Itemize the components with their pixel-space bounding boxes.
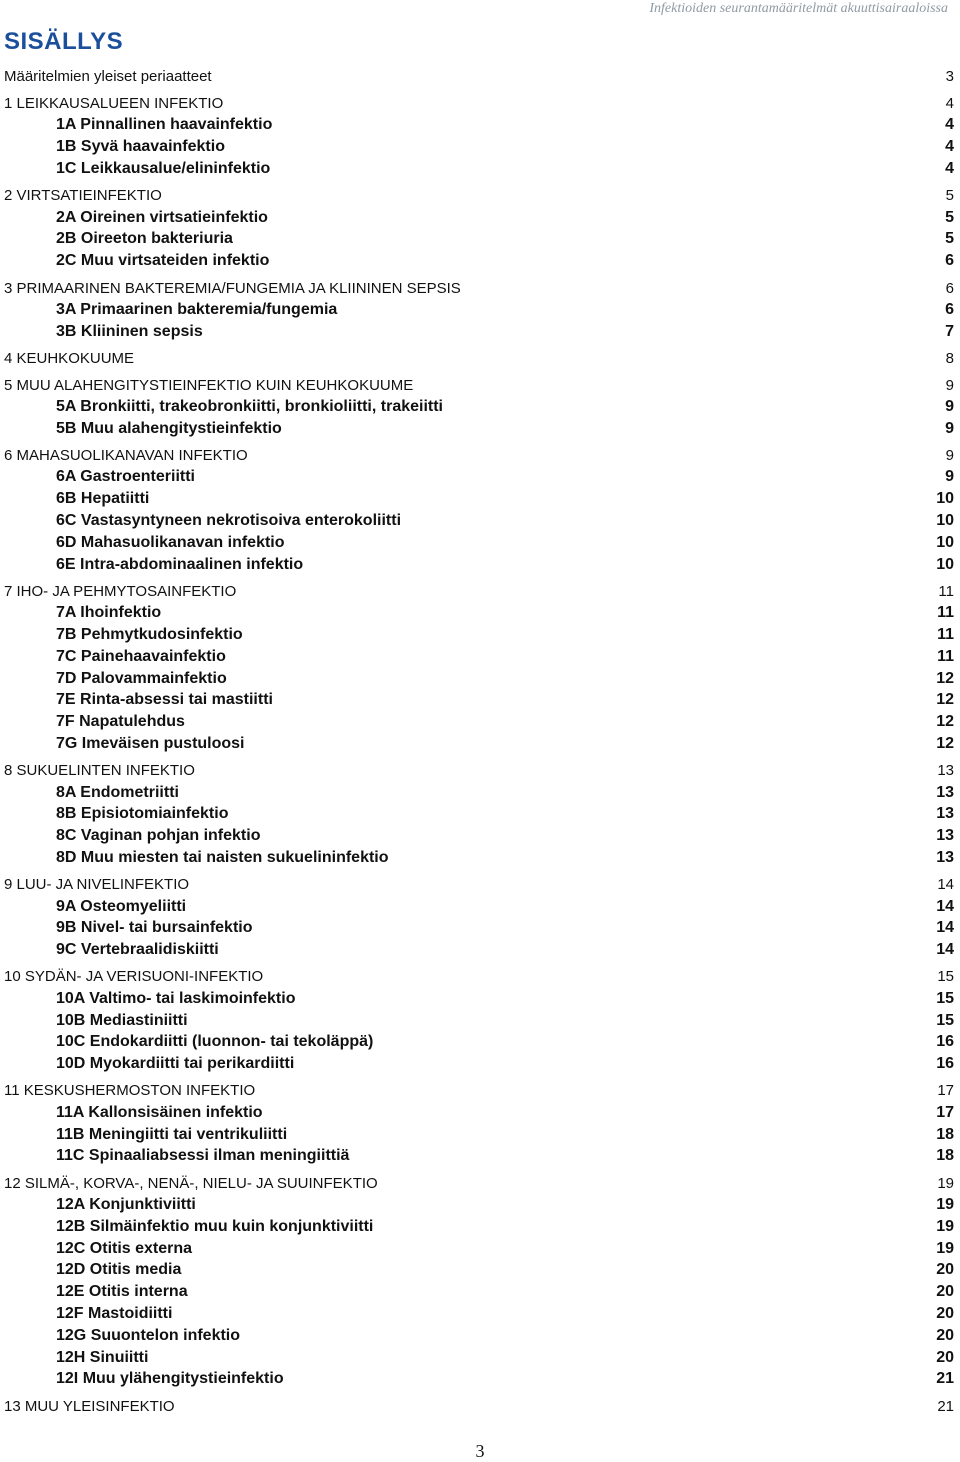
toc-entry-label: 3B Kliininen sepsis	[56, 322, 203, 340]
toc-section-entry[interactable]	[0, 711, 960, 733]
toc-entry-page: 20	[936, 1348, 954, 1366]
toc-section-entry[interactable]	[0, 1124, 960, 1146]
toc-entry-label: 9A Osteomyeliitti	[56, 897, 187, 915]
page-number: 3	[475, 1441, 485, 1461]
toc-entry-page: 5	[945, 187, 954, 205]
toc-entry-page: 10	[936, 555, 954, 573]
toc-entry-label: 6B Hepatiitti	[56, 490, 150, 508]
toc-section-entry[interactable]	[0, 299, 960, 321]
toc-chapter-entry[interactable]	[0, 1172, 960, 1194]
toc-section-entry[interactable]	[0, 988, 960, 1010]
toc-entry-page: 10	[936, 512, 954, 530]
toc-entry-label: 12H Sinuiitti	[56, 1348, 149, 1366]
toc-section-entry[interactable]	[0, 158, 960, 180]
toc-entry-label: 7E Rinta-absessi tai mastiitti	[56, 691, 273, 709]
toc-entry-label: 7F Napatulehdus	[56, 713, 185, 731]
toc-section-entry[interactable]	[0, 1194, 960, 1216]
toc-section-entry[interactable]	[0, 396, 960, 418]
toc-chapter-entry[interactable]	[0, 1080, 960, 1102]
toc-section-entry[interactable]	[0, 488, 960, 510]
toc-chapter-entry[interactable]	[0, 66, 960, 88]
toc-section-entry[interactable]	[0, 532, 960, 554]
toc-section-entry[interactable]	[0, 624, 960, 646]
toc-entry-page: 20	[936, 1283, 954, 1301]
toc-section-entry[interactable]	[0, 1031, 960, 1053]
toc-entry-page: 13	[936, 827, 954, 845]
toc-chapter-entry[interactable]	[0, 185, 960, 207]
toc-entry-label: 10 SYDÄN- JA VERISUONI-INFEKTIO	[4, 968, 264, 986]
toc-entry-page: 13	[937, 762, 954, 780]
toc-section-entry[interactable]	[0, 229, 960, 251]
toc-entry-page: 15	[936, 989, 954, 1007]
toc-title: SISÄLLYS	[4, 28, 124, 55]
toc-entry-page: 14	[936, 941, 954, 959]
toc-section-entry[interactable]	[0, 321, 960, 343]
toc-entry-label: 5 MUU ALAHENGITYSTIEINFEKTIO KUIN KEUHKOKUUME	[4, 376, 414, 394]
toc-section-entry[interactable]	[0, 1216, 960, 1238]
toc-entry-label: 2A Oireinen virtsatieinfektio	[56, 208, 268, 226]
toc-entry-label: 12I Muu ylähengitystieinfektio	[56, 1370, 284, 1388]
toc-section-entry[interactable]	[0, 939, 960, 961]
toc-entry-label: 12C Otitis externa	[56, 1239, 193, 1257]
toc-entry-page: 9	[945, 398, 954, 416]
toc-entry-label: 2 VIRTSATIEINFEKTIO	[4, 187, 162, 205]
toc-entry-page: 11	[937, 647, 954, 665]
running-header: Infektioiden seurantamääritelmät akuuttisairaaloissa	[649, 1, 948, 16]
toc-entry-label: 2B Oireeton bakteriuria	[56, 230, 233, 248]
toc-entry-page: 4	[945, 116, 954, 134]
toc-entry-label: 6C Vastasyntyneen nekrotisoiva enterokoliitti	[56, 512, 402, 530]
toc-entry-page: 17	[937, 1082, 954, 1100]
toc-section-entry[interactable]	[0, 136, 960, 158]
toc-entry-label: 1 LEIKKAUSALUEEN INFEKTIO	[4, 95, 224, 113]
toc-chapter-entry[interactable]	[0, 874, 960, 896]
toc-chapter-entry[interactable]	[0, 1395, 960, 1417]
toc-chapter-entry[interactable]	[0, 760, 960, 782]
toc-section-entry[interactable]	[0, 1347, 960, 1369]
toc-section-entry[interactable]	[0, 418, 960, 440]
toc-entry-page: 15	[936, 1011, 954, 1029]
toc-entry-label: 12F Mastoidiitti	[56, 1304, 173, 1322]
toc-entry-label: Määritelmien yleiset periaatteet	[4, 68, 212, 86]
toc-section-entry[interactable]	[0, 602, 960, 624]
toc-entry-label: 5A Bronkiitti, trakeobronkiitti, bronkioliitti, trakeiitti	[56, 398, 443, 416]
toc-section-entry[interactable]	[0, 1303, 960, 1325]
toc-chapter-entry[interactable]	[0, 374, 960, 396]
toc-entry-page: 20	[936, 1304, 954, 1322]
toc-section-entry[interactable]	[0, 554, 960, 576]
toc-entry-label: 11B Meningiitti tai ventrikuliitti	[56, 1125, 288, 1143]
toc-entry-page: 19	[936, 1239, 954, 1257]
toc-entry-page: 13	[936, 848, 954, 866]
toc-section-entry[interactable]	[0, 1238, 960, 1260]
toc-entry-page: 19	[937, 1174, 954, 1192]
toc-entry-page: 12	[936, 669, 954, 687]
toc-entry-page: 5	[945, 230, 954, 248]
toc-entry-page: 21	[937, 1397, 954, 1415]
toc-entry-page: 20	[936, 1261, 954, 1279]
toc-entry-page: 17	[936, 1103, 954, 1121]
toc-entry-label: 12D Otitis media	[56, 1261, 182, 1279]
toc-entry-label: 12 SILMÄ-, KORVA-, NENÄ-, NIELU- JA SUUINFEKTIO	[4, 1174, 378, 1192]
toc-section-entry[interactable]	[0, 115, 960, 137]
toc-entry-page: 12	[936, 713, 954, 731]
toc-entry-label: 7G Imeväisen pustuloosi	[56, 735, 245, 752]
table-of-contents	[0, 66, 960, 1417]
toc-section-entry[interactable]	[0, 1145, 960, 1167]
toc-section-entry[interactable]	[0, 733, 960, 755]
toc-entry-page: 9	[945, 468, 954, 486]
toc-section-entry[interactable]	[0, 782, 960, 804]
toc-entry-page: 6	[945, 300, 954, 318]
toc-entry-page: 7	[945, 322, 954, 340]
toc-entry-page: 12	[936, 691, 954, 709]
toc-entry-label: 11A Kallonsisäinen infektio	[56, 1103, 263, 1121]
toc-entry-page: 12	[936, 735, 954, 752]
toc-entry-label: 10C Endokardiitti (luonnon- tai tekoläppä)	[56, 1033, 374, 1051]
toc-entry-label: 6E Intra-abdominaalinen infektio	[56, 555, 304, 573]
toc-entry-page: 10	[936, 490, 954, 508]
toc-entry-label: 1C Leikkausalue/elininfektio	[56, 160, 271, 178]
toc-entry-label: 12A Konjunktiviitti	[56, 1195, 196, 1213]
toc-chapter-entry[interactable]	[0, 93, 960, 115]
toc-entry-page: 18	[936, 1125, 954, 1143]
toc-entry-label: 8D Muu miesten tai naisten sukuelininfektio	[56, 848, 389, 866]
toc-entry-page: 13	[936, 783, 954, 801]
toc-section-entry[interactable]	[0, 825, 960, 847]
toc-entry-page: 10	[936, 533, 954, 551]
toc-entry-label: 9B Nivel- tai bursainfektio	[56, 919, 253, 937]
toc-entry-page: 4	[945, 160, 954, 178]
toc-entry-label: 5B Muu alahengitystieinfektio	[56, 419, 282, 437]
toc-section-entry[interactable]	[0, 1010, 960, 1032]
toc-entry-label: 1B Syvä haavainfektio	[56, 138, 225, 156]
toc-section-entry[interactable]	[0, 207, 960, 229]
toc-entry-page: 4	[945, 95, 954, 113]
toc-entry-page: 9	[945, 419, 954, 437]
toc-entry-page: 11	[937, 626, 954, 644]
toc-entry-page: 11	[938, 582, 954, 600]
toc-entry-label: 6A Gastroenteriitti	[56, 468, 195, 486]
toc-entry-label: 7D Palovammainfektio	[56, 669, 227, 687]
toc-entry-page: 20	[936, 1326, 954, 1344]
toc-entry-label: 3A Primaarinen bakteremia/fungemia	[56, 300, 338, 318]
toc-entry-label: 7 IHO- JA PEHMYTOSAINFEKTIO	[4, 582, 237, 600]
toc-entry-label: 4 KEUHKOKUUME	[4, 349, 135, 367]
toc-section-entry[interactable]	[0, 896, 960, 918]
toc-entry-label: 11 KESKUSHERMOSTON INFEKTIO	[4, 1082, 256, 1100]
toc-entry-page: 14	[937, 876, 954, 894]
toc-chapter-entry[interactable]	[0, 581, 960, 603]
toc-section-entry[interactable]	[0, 690, 960, 712]
toc-entry-label: 6D Mahasuolikanavan infektio	[56, 533, 285, 551]
toc-entry-label: 13 MUU YLEISINFEKTIO	[4, 1397, 175, 1415]
toc-section-entry[interactable]	[0, 467, 960, 489]
toc-entry-page: 6	[945, 252, 954, 270]
toc-entry-label: 7A Ihoinfektio	[56, 604, 162, 622]
toc-entry-label: 9C Vertebraalidiskiitti	[56, 941, 219, 959]
toc-entry-label: 8B Episiotomiainfektio	[56, 805, 229, 823]
toc-entry-page: 14	[936, 919, 954, 937]
toc-entry-label: 1A Pinnallinen haavainfektio	[56, 116, 273, 134]
toc-entry-label: 7C Painehaavainfektio	[56, 647, 226, 665]
toc-entry-page: 16	[936, 1055, 954, 1073]
toc-entry-label: 11C Spinaaliabsessi ilman meningiittiä	[56, 1147, 350, 1165]
toc-section-entry[interactable]	[0, 1102, 960, 1124]
toc-entry-page: 21	[936, 1370, 954, 1388]
toc-entry-page: 5	[945, 208, 954, 226]
toc-entry-page: 9	[945, 376, 954, 394]
toc-entry-label: 8C Vaginan pohjan infektio	[56, 827, 261, 845]
toc-entry-page: 16	[936, 1033, 954, 1051]
toc-section-entry[interactable]	[0, 1053, 960, 1075]
toc-entry-page: 18	[936, 1147, 954, 1165]
toc-entry-label: 2C Muu virtsateiden infektio	[56, 252, 270, 270]
toc-section-entry[interactable]	[0, 1259, 960, 1281]
toc-section-entry[interactable]	[0, 668, 960, 690]
toc-section-entry[interactable]	[0, 1368, 960, 1390]
toc-section-entry[interactable]	[0, 804, 960, 826]
toc-entry-label: 10B Mediastiniitti	[56, 1011, 188, 1029]
toc-entry-page: 4	[945, 138, 954, 156]
toc-entry-label: 12E Otitis interna	[56, 1283, 188, 1301]
toc-entry-label: 10A Valtimo- tai laskimoinfektio	[56, 989, 296, 1007]
toc-entry-page: 15	[937, 968, 954, 986]
toc-entry-label: 12B Silmäinfektio muu kuin konjunktiviitti	[56, 1217, 374, 1235]
toc-entry-page: 13	[936, 805, 954, 823]
toc-entry-page: 8	[945, 349, 954, 367]
toc-chapter-entry[interactable]	[0, 348, 960, 370]
toc-entry-page: 11	[937, 604, 954, 622]
toc-chapter-entry[interactable]	[0, 445, 960, 467]
toc-entry-label: 6 MAHASUOLIKANAVAN INFEKTIO	[4, 447, 248, 465]
toc-entry-page: 6	[945, 279, 954, 297]
toc-entry-page: 14	[936, 897, 954, 915]
toc-section-entry[interactable]	[0, 1281, 960, 1303]
toc-entry-label: 10D Myokardiitti tai perikardiitti	[56, 1055, 295, 1073]
toc-entry-label: 8A Endometriitti	[56, 783, 179, 801]
toc-section-entry[interactable]	[0, 917, 960, 939]
toc-entry-label: 9 LUU- JA NIVELINFEKTIO	[4, 876, 190, 894]
toc-entry-page: 3	[945, 68, 954, 86]
toc-entry-label: 7B Pehmytkudosinfektio	[56, 626, 243, 644]
toc-section-entry[interactable]	[0, 847, 960, 869]
toc-section-entry[interactable]	[0, 510, 960, 532]
toc-entry-label: 8 SUKUELINTEN INFEKTIO	[4, 762, 195, 780]
toc-chapter-entry[interactable]	[0, 966, 960, 988]
toc-section-entry[interactable]	[0, 250, 960, 272]
toc-entry-page: 19	[936, 1195, 954, 1213]
toc-entry-label: 12G Suuontelon infektio	[56, 1326, 241, 1344]
toc-entry-page: 9	[945, 447, 954, 465]
toc-section-entry[interactable]	[0, 1325, 960, 1347]
toc-chapter-entry[interactable]	[0, 277, 960, 299]
toc-section-entry[interactable]	[0, 646, 960, 668]
toc-entry-page: 19	[936, 1217, 954, 1235]
toc-entry-label: 3 PRIMAARINEN BAKTEREMIA/FUNGEMIA JA KLIININEN SEPSIS	[4, 279, 461, 297]
